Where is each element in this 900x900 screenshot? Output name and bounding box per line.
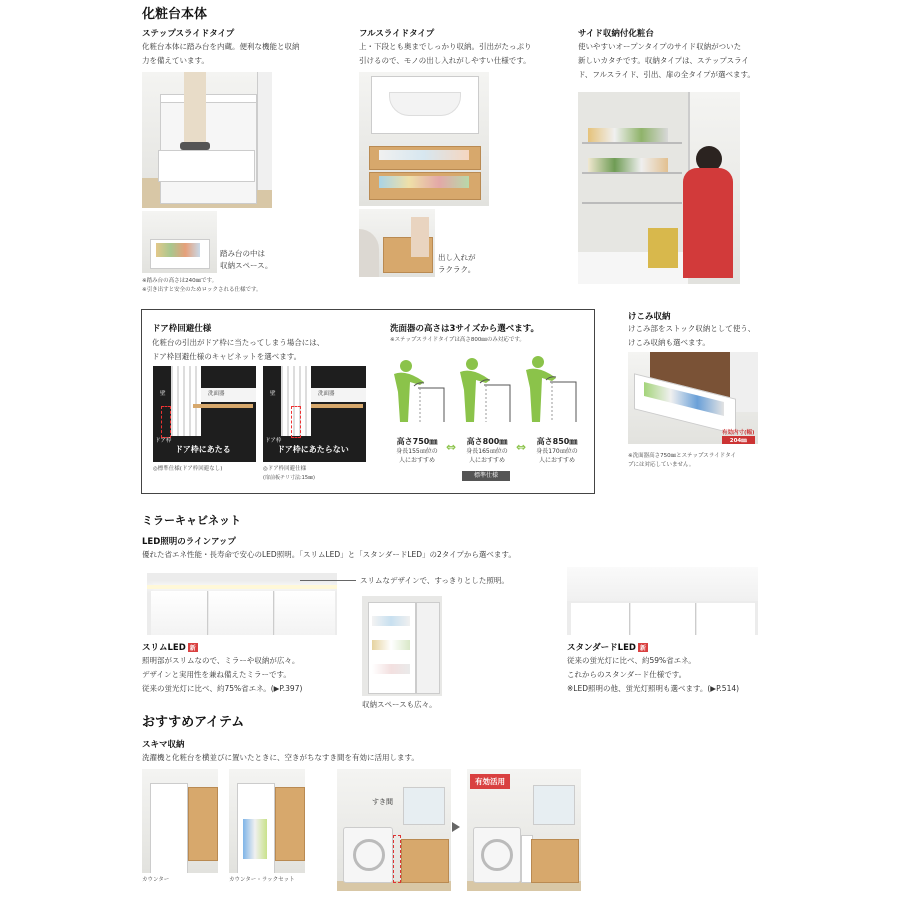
standard-led-mirror-photo [567,567,758,635]
mirror-storage-photo [362,596,442,696]
door-frame-desc: 化粧台の引出がドア枠に当たってしまう場合には、 ドア枠回避仕様のキャビネットを選べます。 [152,338,325,361]
door-frame-caption-avoid: ◎ドア枠回避仕様 (扉前板チリ寸法:15㎜) [263,466,315,481]
door-frame-avoid-diagram: 洗面器 壁 ドア枠 ドア枠にあたらない [263,366,366,462]
slim-led-name: スリムLED 新 [142,643,196,653]
side-storage-photo [578,92,740,284]
slim-led-desc: 照明部がスリムなので、ミラーや収納が広々。 デザインと実用性を兼ね備えたミラーです。 従来の蛍光灯に比べ、約75%省エネ。(▶P.397) [142,656,303,693]
arrow-icon: ⇔ [446,440,457,454]
basin-height-figures [384,352,584,432]
mirror-storage-caption: 収納スペースも広々。 [362,700,437,709]
kick-storage-heading: けこみ収納 [628,312,671,322]
step-slide-inset-caption: 踏み台の中は 収納スペース。 [220,249,273,270]
standard-spec-tag: 標準仕様 [462,471,510,481]
led-lineup-heading: LED照明のラインアップ [142,537,236,547]
gap-before-photo [337,769,451,891]
step-slide-notes: ※踏み台の高さは240㎜です。 ※引き出すと安全のためロックされる仕様です。 [142,278,262,293]
step-slide-heading: ステップスライドタイプ [142,29,235,39]
counter-photo [142,769,218,873]
arrow-icon: ⇔ [516,440,527,454]
full-slide-inset-photo [359,209,435,277]
led-lineup-desc: 優れた省エネ性能・長寿命で安心のLED照明。「スリムLED」と「スタンダードLED」の2タイプから選べます。 [142,550,516,559]
effective-use-badge: 有効活用 [470,774,510,789]
counter-caption: カウンター [142,877,170,883]
step-slide-photo [142,72,272,208]
basin-height-note: ※ステップスライドタイプは高さ800㎜のみ対応です。 [390,337,525,343]
full-slide-desc: 上・下段とも奥までしっかり収納。引出がたっぷり 引けるので、モノの出し入れがしやすい仕様です。 [359,42,532,65]
height-option-850[interactable]: 高さ850㎜ 身長170㎝位の 人におすすめ [536,437,578,464]
new-badge: 新 [639,645,646,652]
full-slide-heading: フルスライドタイプ [359,29,435,39]
gap-label: すき間 [372,798,393,806]
arrow-right-icon [452,822,460,832]
standard-led-name: スタンダードLED 新 [567,643,646,653]
door-frame-caption-standard: ◎標準仕様(ドア枠回避なし) [153,466,223,472]
door-frame-standard-diagram: 洗面器 壁 ドア枠 ドア枠にあたる [153,366,256,462]
step-slide-desc: 化粧台本体に踏み台を内蔵。便利な機能と収納 力を備えています。 [142,42,300,65]
counter-rack-photo [229,769,305,873]
callout-line [300,580,356,581]
recommended-title: おすすめアイテム [142,715,245,730]
full-slide-inset-caption: 出し入れが ラクラク。 [438,253,476,274]
green-person-figures [384,352,584,432]
kick-storage-desc: けこみ部をストック収納として使う、 けこみ収納も選べます。 [628,324,756,347]
slim-led-mirror-photo [147,573,337,635]
full-slide-photo [359,72,489,206]
step-slide-inset-photo [142,211,217,273]
door-frame-heading: ドア枠回避仕様 [152,324,212,334]
counter-rack-caption: カウンター・ラックセット [229,877,295,883]
kick-storage-notes: ※洗面器高さ750㎜とステップスライドタイ プには対応していません。 [628,453,737,468]
side-storage-desc: 使いやすいオープンタイプのサイド収納がついた 新しいカタチです。収納タイプは、ステップスライ ド、フルスライド、引出、扉の全タイプが選べます。 [578,42,755,79]
side-storage-heading: サイド収納付化粧台 [578,29,654,39]
new-badge: 新 [189,645,196,652]
kick-dimension-label: 有効内寸(幅) 204㎜ [722,430,755,444]
standard-led-desc: 従来の蛍光灯に比べ、約59%省エネ。 これからのスタンダード仕様です。 ※LED照明の他、蛍光灯照明も選べます。(▶P.514) [567,656,740,693]
height-option-800[interactable]: 高さ800㎜ 身長165㎝位の 人におすすめ [466,437,508,464]
height-option-750[interactable]: 高さ750㎜ 身長155㎝位の 人におすすめ [396,437,438,464]
basin-height-heading: 洗面器の高さは3サイズから選べます。 [390,324,540,334]
mirror-cabinet-title: ミラーキャビネット [142,514,241,527]
slim-callout: スリムなデザインで、すっきりとした照明。 [360,576,509,585]
gap-storage-heading: スキマ収納 [142,740,185,750]
gap-storage-desc: 洗濯機と化粧台を横並びに置いたときに、空きがちなすき間を有効に活用します。 [142,753,419,762]
section-title-vanity: 化粧台本体 [142,7,208,22]
